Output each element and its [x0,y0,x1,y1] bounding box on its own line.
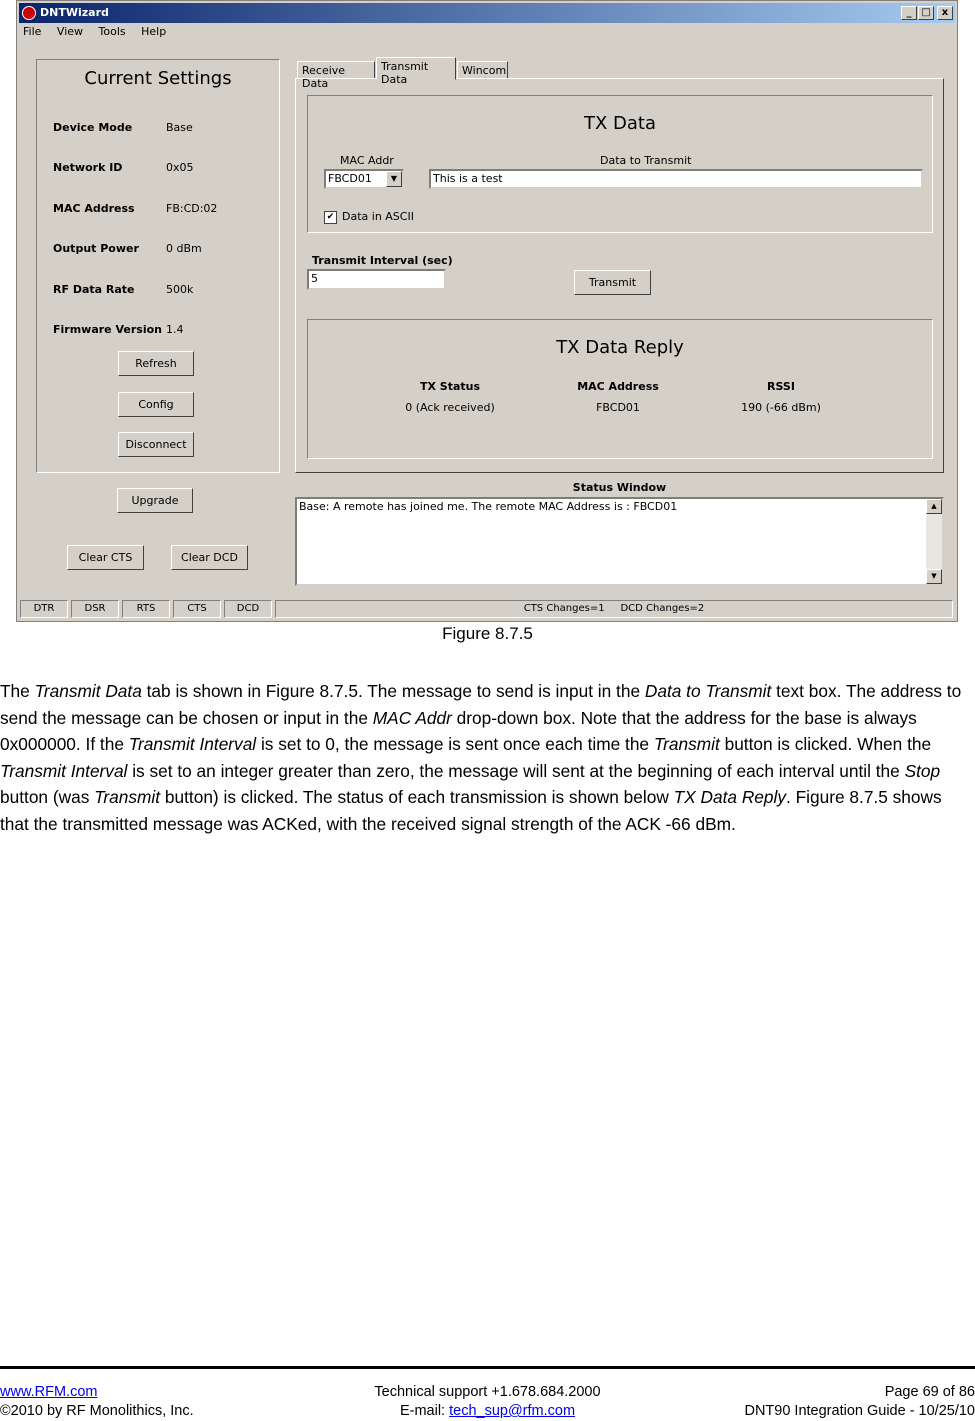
tab-page [295,78,944,473]
mac-addr-value: FBCD01 [328,172,372,185]
status-dtr: DTR [20,600,68,618]
text-run-italic: MAC Addr [372,707,452,728]
menu-tools[interactable]: Tools [98,25,126,38]
tx-data-reply-group [307,319,933,459]
app-logo-icon [22,6,36,20]
text-run-italic: Transmit [94,787,161,807]
status-rts: RTS [122,600,170,618]
transmit-interval-input[interactable]: 5 [307,269,446,290]
text-run: is set to an integer greater than zero, the message will sent at the beginning of each interval until the [127,760,905,781]
clear-dcd-button[interactable]: Clear DCD [171,545,248,570]
text-run: button is clicked. When the [719,734,932,754]
rf-data-rate-label: RF Data Rate [53,283,135,296]
footer-rule [0,1366,975,1369]
text-run-italic: Transmit Data [34,681,142,701]
menu-help[interactable]: Help [141,25,167,38]
firmware-version-value: 1.4 [166,323,184,336]
status-dcd: DCD [224,600,272,618]
tx-data-heading: TX Data [583,113,657,134]
upgrade-button[interactable]: Upgrade [117,488,193,513]
text-run: text box. The address to send the message can be chosen or input in the [0,681,962,728]
close-button[interactable]: x [937,6,953,20]
text-run: button) is clicked. The status of each transmission is shown below [160,787,674,807]
text-run-italic: Transmit Interval [0,760,128,781]
tx-status-value: 0 (Ack received) [405,401,495,414]
data-to-transmit-input[interactable]: This is a test [429,169,923,189]
tab-transmit-data[interactable]: Transmit Data [376,57,456,80]
mac-addr-label: MAC Addr [340,154,394,167]
tx-status-header: TX Status [419,380,481,393]
mac-address-label: MAC Address [53,202,135,215]
menu-bar [23,25,178,43]
tab-wincom[interactable]: Wincom [457,61,508,79]
text-run-italic: TX Data Reply [673,787,787,807]
mac-address-value: FB:CD:02 [166,202,218,215]
text-run-italic: Transmit [653,734,720,754]
minimize-button[interactable]: _ [901,6,917,20]
mac-address-header: MAC Address [577,380,659,393]
mac-address-reply-value: FBCD01 [596,401,640,414]
dntwizard-window [16,0,958,622]
device-mode-label: Device Mode [53,121,133,134]
data-to-transmit-label: Data to Transmit [600,154,692,167]
network-id-label: Network ID [53,161,123,174]
status-cts: CTS [173,600,221,618]
text-run-italic: Transmit Interval [128,734,257,754]
window-title: DNTWizard [40,6,109,19]
menu-file[interactable]: File [23,25,42,38]
transmit-interval-label: Transmit Interval (sec) [312,254,453,267]
refresh-button[interactable]: Refresh [118,351,194,376]
rssi-value: 190 (-66 dBm) [741,401,821,414]
text-run: tab is shown in Figure 8.7.5. The message to send is input in the [141,681,645,701]
scroll-up-icon[interactable]: ▲ [926,499,942,514]
status-window-title: Status Window [572,481,667,494]
title-bar [19,3,955,23]
footer-guide: DNT90 Integration Guide - 10/25/10 [744,1403,975,1419]
status-scrollbar[interactable] [926,499,942,584]
footer-email-link[interactable]: tech_sup@rfm.com [449,1403,576,1419]
text-run: . Figure 8.7.5 shows that the transmitted message was ACKed, with the received signal strength of the ACK -66 dBm. [0,787,942,834]
status-changes: CTS Changes=1 DCD Changes=2 [275,600,953,618]
text-run: The [0,681,35,701]
text-run: is set to 0, the message is sent once each time the [256,734,654,754]
footer-support: Technical support +1.678.684.2000 [374,1384,601,1400]
tx-data-reply-heading: TX Data Reply [556,337,684,358]
clear-cts-button[interactable]: Clear CTS [67,545,144,570]
device-mode-value: Base [166,121,193,134]
mac-addr-dropdown[interactable] [324,169,404,189]
scroll-down-icon[interactable]: ▼ [926,569,942,584]
status-dsr: DSR [71,600,119,618]
data-in-ascii-checkbox[interactable]: ✔ [324,211,337,224]
status-window[interactable] [295,497,944,586]
footer-url-link[interactable]: www.RFM.com [0,1384,98,1400]
text-run: drop-down box. Note that the address for the base is always 0x000000. If the [0,707,917,754]
rf-data-rate-value: 500k [166,283,194,296]
body-paragraph [0,678,975,837]
tab-receive-data[interactable]: Receive Data [297,61,375,79]
tx-data-group [307,95,933,233]
text-run-italic: Stop [904,760,941,781]
disconnect-button[interactable]: Disconnect [118,432,194,457]
status-window-text: Base: A remote has joined me. The remote MAC Address is : FBCD01 [299,500,678,513]
footer-email-prefix: E-mail: [399,1403,450,1419]
text-run: button (was [0,787,95,807]
output-power-label: Output Power [53,242,139,255]
network-id-value: 0x05 [166,161,194,174]
transmit-button[interactable]: Transmit [574,270,651,295]
chevron-down-icon[interactable]: ▼ [386,171,402,187]
maximize-button[interactable]: □ [918,6,934,20]
rssi-header: RSSI [767,380,795,393]
current-settings-panel [36,59,280,473]
firmware-version-label: Firmware Version [53,323,162,336]
data-in-ascii-label: Data in ASCII [342,210,414,223]
text-run-italic: Data to Transmit [644,681,772,701]
footer-copyright: ©2010 by RF Monolithics, Inc. [0,1403,194,1419]
current-settings-heading: Current Settings [84,68,232,89]
config-button[interactable]: Config [118,392,194,417]
figure-caption: Figure 8.7.5 [442,624,533,643]
output-power-value: 0 dBm [166,242,202,255]
footer-page: Page 69 of 86 [884,1384,975,1400]
menu-view[interactable]: View [56,25,84,38]
